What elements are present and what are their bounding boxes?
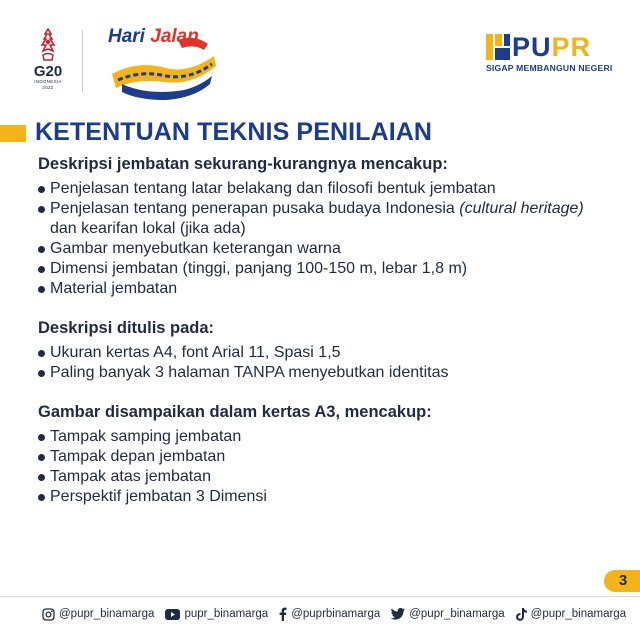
twitter-link[interactable]: [391, 608, 504, 620]
g20-label: G20: [33, 63, 63, 80]
section-heading: Deskripsi ditulis pada:: [38, 319, 215, 337]
instagram-icon: [42, 608, 55, 621]
g20-sub1: INDONESIA: [34, 79, 62, 84]
pupr-wordmark: [512, 32, 591, 63]
list-item: Paling banyak 3 halaman TANPA menyebutkan identitas: [36, 363, 626, 383]
bullet-list: [36, 179, 626, 299]
list-item: Material jembatan: [36, 279, 626, 299]
section-heading: Gambar disampaikan dalam kertas A3, mencakup:: [38, 403, 432, 421]
facebook-icon: [279, 607, 287, 621]
hari-word: Hari: [108, 26, 145, 47]
instagram-handle: @pupr_binamarga: [59, 608, 155, 620]
list-item: Penjelasan tentang latar belakang dan filosofi bentuk jembatan: [36, 179, 626, 199]
list-item: Tampak atas jembatan: [36, 467, 626, 487]
title-accent-bar: [0, 125, 26, 142]
header-divider: [82, 30, 83, 92]
g20-sub2: 2022: [42, 85, 54, 90]
tiktok-icon: [516, 608, 527, 621]
pupr-word-pr: PR: [551, 32, 592, 62]
list-item: Perspektif jembatan 3 Dimensi: [36, 487, 626, 507]
twitter-handle: @pupr_binamarga: [409, 608, 505, 620]
list-item: [36, 199, 626, 239]
item-italic-text: (cultural heritage): [459, 200, 584, 217]
item-text: Penjelasan tentang penerapan pusaka budaya Indonesia: [50, 200, 455, 217]
twitter-icon: [391, 608, 405, 620]
item-text-continued: dan kearifan lokal (jika ada): [50, 220, 246, 237]
footer-social-links: [42, 605, 637, 623]
pupr-tagline: SIGAP MEMBANGUN NEGERI: [486, 63, 613, 73]
pupr-word-pu: PU: [512, 32, 552, 62]
pupr-logo: [486, 34, 616, 74]
list-item: Dimensi jembatan (tinggi, panjang 100-150 m, lebar 1,8 m): [36, 259, 626, 279]
page-title: KETENTUAN TEKNIS PENILAIAN: [35, 118, 433, 146]
tiktok-handle: @pupr_binamarga: [530, 608, 627, 620]
section-deskripsi-jembatan: [36, 153, 626, 299]
jalan-word: Jalan: [150, 26, 199, 47]
youtube-link[interactable]: [165, 608, 268, 620]
tiktok-link[interactable]: [516, 608, 626, 621]
list-item: Tampak samping jembatan: [36, 427, 626, 447]
bullet-list: [36, 427, 626, 507]
footer-divider: [0, 596, 640, 597]
section-gambar: [36, 401, 626, 507]
youtube-icon: [165, 609, 180, 620]
list-item: Ukuran kertas A4, font Arial 11, Spasi 1,5: [36, 343, 626, 363]
facebook-link[interactable]: [279, 607, 380, 621]
pupr-emblem-icon: [486, 34, 510, 60]
page-number: 3: [604, 570, 640, 592]
bullet-list: [36, 343, 626, 383]
list-item: Tampak depan jembatan: [36, 447, 626, 467]
facebook-handle: @puprbinamarga: [291, 608, 381, 620]
g20-logo: [26, 28, 70, 108]
section-deskripsi-ditulis: [36, 317, 626, 383]
youtube-handle: pupr_binamarga: [184, 608, 269, 620]
instagram-link[interactable]: [42, 608, 154, 621]
list-item: Gambar menyebutkan keterangan warna: [36, 239, 626, 259]
g20-emblem-icon: [37, 28, 59, 62]
hari-jalan-title: [108, 26, 199, 48]
content: [36, 153, 626, 521]
section-heading: Deskripsi jembatan sekurang-kurangnya mencakup:: [38, 155, 448, 173]
hari-jalan-logo: [108, 22, 220, 106]
